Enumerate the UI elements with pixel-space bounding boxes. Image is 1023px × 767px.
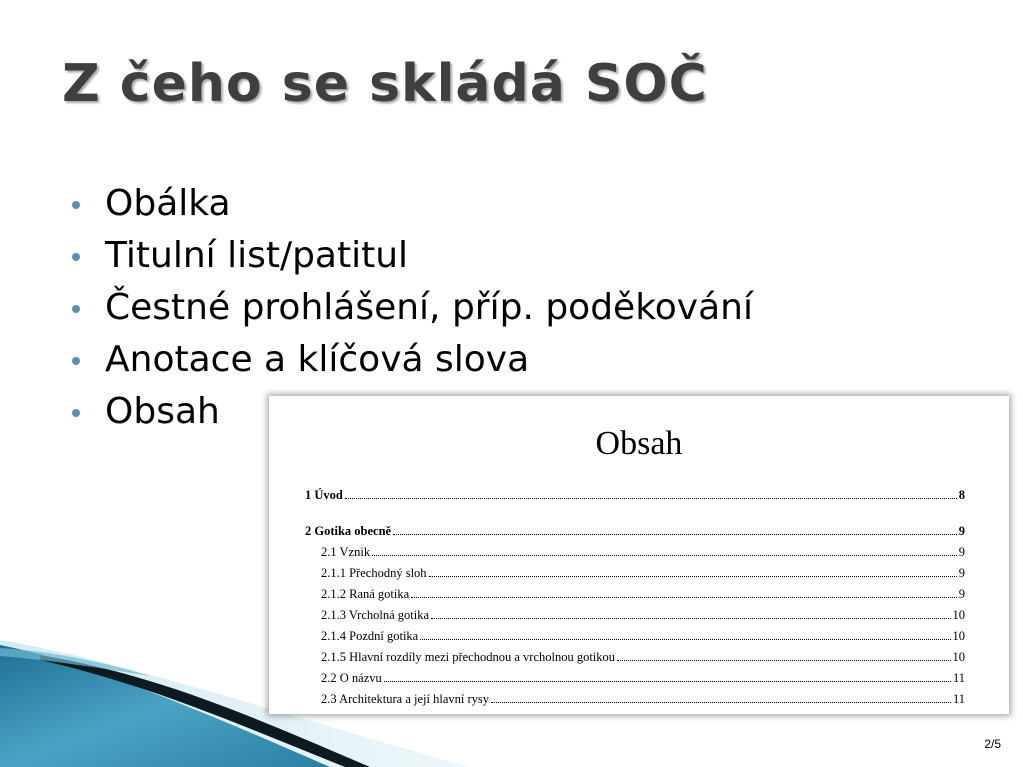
- table-of-contents-image: [269, 396, 1009, 714]
- toc-entry-text: 2.3 Architektura a její hlavní rysy: [321, 692, 490, 706]
- toc-entry: [305, 689, 965, 710]
- toc-entry-page: 9: [958, 587, 965, 601]
- toc-dot-leader: [393, 533, 957, 535]
- toc-entry-text: 2 Gotika obecně: [305, 524, 392, 538]
- toc-entry: [305, 584, 965, 605]
- toc-dot-leader: [372, 554, 957, 556]
- toc-entry-text: 2.1.1 Přechodný sloh: [321, 566, 427, 580]
- toc-entry: [305, 626, 965, 647]
- toc-entry-page: 9: [958, 566, 965, 580]
- toc-entry-page: 10: [952, 608, 965, 622]
- toc-entry: [305, 668, 965, 689]
- bullet-icon: [72, 409, 80, 417]
- bullet-text: Čestné prohlášení, příp. poděkování: [105, 287, 753, 328]
- toc-entry: [305, 605, 965, 626]
- bullet-item: [72, 337, 753, 389]
- toc-entry-page: 11: [952, 671, 965, 685]
- bullet-icon: [72, 357, 80, 365]
- toc-entry-text: 2.1.5 Hlavní rozdíly mezi přechodnou a vrcholnou gotikou: [321, 650, 616, 664]
- toc-entry-page: 8: [958, 488, 965, 502]
- bullet-icon: [72, 305, 80, 313]
- toc-entry-page: 10: [952, 629, 965, 643]
- toc-entry-text: 2.1.2 Raná gotika: [321, 587, 410, 601]
- bullet-text: Obálka: [105, 183, 231, 224]
- toc-entry-page: 9: [958, 524, 965, 538]
- bullet-text: Titulní list/patitul: [105, 235, 409, 276]
- bullet-item: [72, 181, 753, 233]
- toc-dot-leader: [345, 497, 957, 499]
- toc-entry-page: 10: [952, 650, 965, 664]
- toc-entry-text: 1 Úvod: [305, 488, 343, 502]
- toc-entry: [305, 647, 965, 668]
- bullet-icon: [72, 253, 80, 261]
- toc-entry: [305, 542, 965, 563]
- toc-entry: [305, 521, 965, 542]
- toc-entry: [305, 485, 965, 506]
- toc-dot-leader: [491, 701, 951, 703]
- toc-entries: [305, 485, 965, 710]
- toc-dot-leader: [384, 680, 951, 682]
- toc-entry-text: 2.1 Vznik: [321, 545, 371, 559]
- toc-dot-leader: [431, 617, 950, 619]
- toc-entry-text: 2.1.3 Vrcholná gotika: [321, 608, 430, 622]
- bullet-text: Anotace a klíčová slova: [105, 339, 530, 380]
- bullet-icon: [72, 201, 80, 209]
- toc-entry-page: 11: [952, 692, 965, 706]
- toc-dot-leader: [411, 596, 957, 598]
- toc-entry-text: 2.2 O názvu: [321, 671, 382, 685]
- toc-entry-page: 9: [958, 545, 965, 559]
- bullet-text: Obsah: [105, 391, 220, 432]
- slide-title: Z čeho se skládá SOČ: [62, 54, 708, 114]
- page-number: 2/5: [984, 737, 1001, 751]
- toc-title: Obsah: [595, 425, 683, 462]
- toc-entry: [305, 563, 965, 584]
- toc-entry-text: 2.1.4 Pozdní gotika: [321, 629, 419, 643]
- bullet-item: [72, 233, 753, 285]
- toc-dot-leader: [429, 575, 957, 577]
- bullet-item: [72, 285, 753, 337]
- toc-dot-leader: [420, 638, 950, 640]
- toc-dot-leader: [617, 659, 950, 661]
